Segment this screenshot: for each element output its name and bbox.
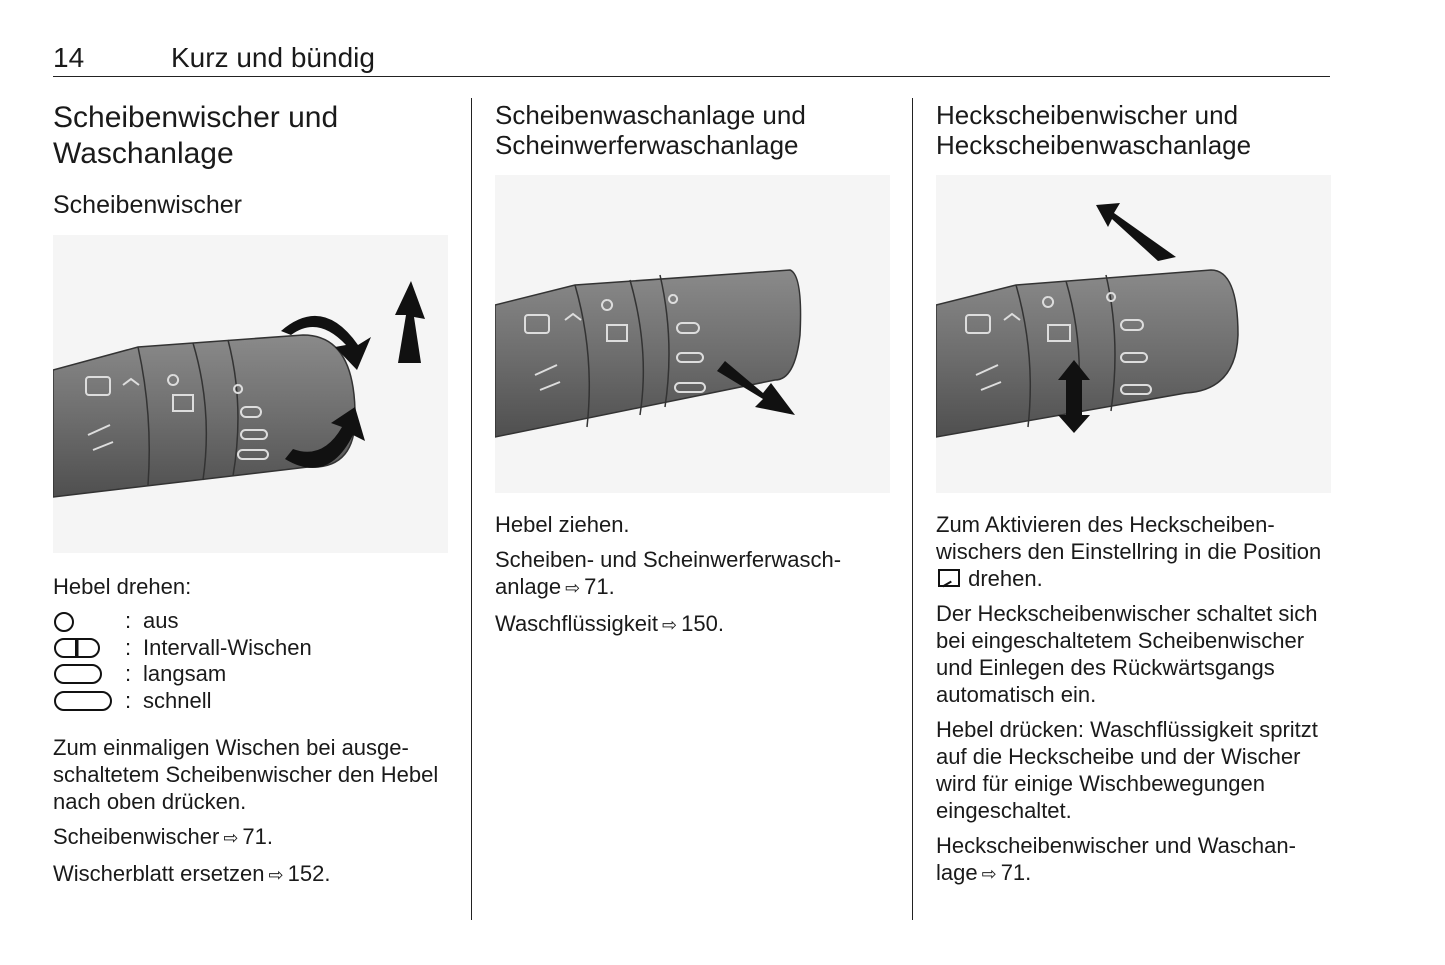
turn-lever-text: Hebel drehen: — [53, 574, 192, 599]
page-ref-icon: ⇨ — [662, 615, 678, 636]
washer-lever-figure — [495, 175, 890, 493]
cross-reference: Scheiben- und Scheinwerferwaschanlage ⇨ 71. — [495, 547, 842, 599]
wipers-subtitle: Scheibenwischer — [53, 191, 242, 219]
legend-item-fast: : schnell — [53, 688, 448, 715]
rear-wiper-title: Heckscheibenwischer und Heckscheibenwaschanlage — [936, 100, 1252, 160]
wiper-position-legend — [53, 608, 448, 714]
washer-title: Scheibenwaschanlage und Scheinwerferwaschanlage — [495, 100, 806, 160]
wiper-lever-figure — [53, 235, 448, 553]
page-ref-icon: ⇨ — [981, 864, 997, 885]
column-divider — [912, 98, 913, 920]
fast-wipe-icon — [54, 691, 112, 711]
column-washer — [495, 100, 890, 639]
rear-wiper-activate-text: Zum Aktivieren des Heckscheibenwischers den Einstellring in die Position drehen. — [936, 512, 1322, 591]
off-circle-icon — [54, 612, 74, 632]
wipers-title: Scheibenwischer und Waschanlage — [53, 101, 339, 170]
rear-wiper-auto-text: Der Heckscheibenwischer schaltet sich bei eingeschaltetem Scheibenwischer und Einlegen des Rückwärtsgangs automatisch ein. — [936, 601, 1318, 707]
legend-label: langsam — [143, 661, 227, 687]
legend-label: aus — [143, 608, 179, 634]
column-rear-wiper — [936, 100, 1331, 888]
legend-label: schnell — [143, 687, 212, 713]
up-arrow-icon — [395, 281, 425, 363]
legend-item-interval: : Intervall-Wischen — [53, 635, 448, 662]
page-ref-icon: ⇨ — [223, 828, 239, 849]
legend-label: Intervall-Wischen — [143, 634, 312, 660]
pull-lever-text: Hebel ziehen. — [495, 512, 630, 537]
legend-item-slow: : langsam — [53, 661, 448, 688]
push-up-arrow-icon — [1096, 203, 1176, 261]
single-wipe-text: Zum einmaligen Wischen bei ausgeschaltetem Scheibenwischer den Hebel nach oben drücken. — [53, 735, 439, 814]
cross-reference: Scheibenwischer ⇨ 71. — [53, 824, 273, 849]
slow-wipe-icon — [54, 664, 102, 684]
page-number: 14 — [53, 42, 85, 73]
rear-washer-text: Hebel drücken: Waschflüssigkeit spritzt auf die Heckscheibe und der Wischer wird für einige Wischbewegungen eingeschaltet. — [936, 717, 1318, 823]
cross-reference: Waschflüssigkeit ⇨ 150. — [495, 611, 724, 636]
page-ref-icon: ⇨ — [565, 578, 581, 599]
rear-wiper-position-icon — [938, 569, 960, 587]
cross-reference: Wischerblatt ersetzen ⇨ 152. — [53, 861, 331, 886]
page-ref-icon: ⇨ — [268, 865, 284, 886]
column-divider — [471, 98, 472, 920]
page-header — [53, 40, 1330, 77]
legend-item-off: : aus — [53, 608, 448, 635]
column-wipers — [53, 100, 448, 889]
rear-wiper-lever-figure — [936, 175, 1331, 493]
interval-wipe-icon — [54, 638, 100, 658]
section-title: Kurz und bündig — [171, 42, 375, 73]
cross-reference: Heckscheibenwischer und Waschanlage ⇨ 71. — [936, 833, 1296, 885]
